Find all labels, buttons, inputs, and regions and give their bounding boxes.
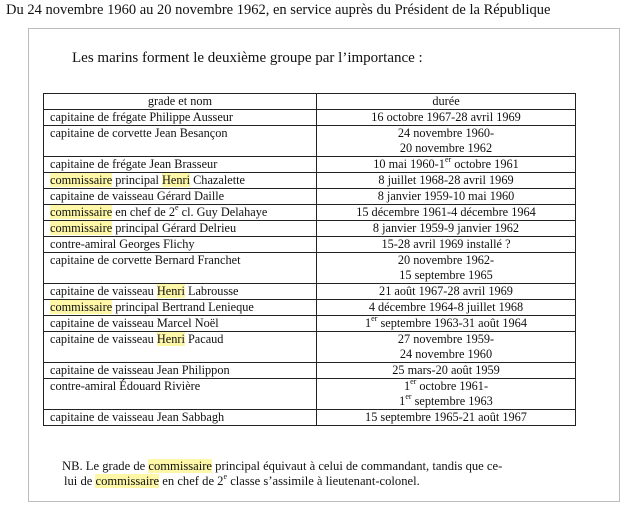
table-row [44,332,576,363]
column-header-grade: grade et nom [44,94,317,110]
cell-duree: 1er octobre 1961- 1er septembre 1963 [317,379,576,410]
column-header-duree: durée [317,94,576,110]
cell-duree: 8 juillet 1968-28 avril 1969 [317,173,576,189]
cell-duree: 1er septembre 1963-31 août 1964 [317,316,576,332]
cell-grade-nom: contre-amiral Édouard Rivière [44,379,317,410]
cell-grade-nom: capitaine de vaisseau Marcel Noël [44,316,317,332]
cell-duree: 20 novembre 1962- 15 septembre 1965 [317,253,576,284]
cell-grade-nom: capitaine de corvette Jean Besançon [44,126,317,157]
table-row [44,316,576,332]
table-row [44,110,576,126]
table-row [44,189,576,205]
cell-grade-nom: commissaire principal Bertrand Lenieque [44,300,317,316]
table-row [44,363,576,379]
cell-grade-nom: capitaine de vaisseau Jean Philippon [44,363,317,379]
table-row [44,284,576,300]
cell-grade-nom: commissaire principal Gérard Delrieu [44,221,317,237]
table-row [44,410,576,426]
cell-grade-nom: contre-amiral Georges Flichy [44,237,317,253]
cell-grade-nom: commissaire principal Henri Chazalette [44,173,317,189]
table-header-row [44,94,576,110]
footnote [62,459,582,489]
cell-grade-nom: capitaine de vaisseau Henri Pacaud [44,332,317,363]
table-row [44,221,576,237]
cell-grade-nom: capitaine de frégate Philippe Ausseur [44,110,317,126]
cell-grade-nom: capitaine de vaisseau Gérard Daille [44,189,317,205]
table-row [44,173,576,189]
cell-duree: 16 octobre 1967-28 avril 1969 [317,110,576,126]
cell-duree: 15 décembre 1961-4 décembre 1964 [317,205,576,221]
cell-duree: 15-28 avril 1969 installé ? [317,237,576,253]
table-row [44,237,576,253]
cell-duree: 25 mars-20 août 1959 [317,363,576,379]
cell-grade-nom: capitaine de vaisseau Henri Labrousse [44,284,317,300]
intro-text: Les marins forment le deuxième groupe par l’importance : [72,50,423,66]
cell-duree: 27 novembre 1959- 24 novembre 1960 [317,332,576,363]
marins-table [43,93,576,426]
table-row [44,300,576,316]
page-header: Du 24 novembre 1960 au 20 novembre 1962, en service auprès du Président de la République [6,2,551,18]
cell-duree: 8 janvier 1959-10 mai 1960 [317,189,576,205]
table-row [44,379,576,410]
footnote-line-2: lui de commissaire en chef de 2e classe s’assimile à lieutenant-colonel. [64,472,420,488]
cell-duree: 10 mai 1960-1er octobre 1961 [317,157,576,173]
table-body [44,110,576,426]
cell-grade-nom: capitaine de frégate Jean Brasseur [44,157,317,173]
cell-grade-nom: capitaine de corvette Bernard Franchet [44,253,317,284]
table-row [44,205,576,221]
table-row [44,157,576,173]
cell-duree: 15 septembre 1965-21 août 1967 [317,410,576,426]
footnote-line-1: NB. Le grade de commissaire principal équivaut à celui de commandant, tandis que ce- [62,459,503,473]
cell-grade-nom: capitaine de vaisseau Jean Sabbagh [44,410,317,426]
cell-duree: 21 août 1967-28 avril 1969 [317,284,576,300]
table-row [44,253,576,284]
table-row [44,126,576,157]
cell-duree: 8 janvier 1959-9 janvier 1962 [317,221,576,237]
cell-duree: 24 novembre 1960- 20 novembre 1962 [317,126,576,157]
cell-grade-nom: commissaire en chef de 2e cl. Guy Delahaye [44,205,317,221]
cell-duree: 4 décembre 1964-8 juillet 1968 [317,300,576,316]
